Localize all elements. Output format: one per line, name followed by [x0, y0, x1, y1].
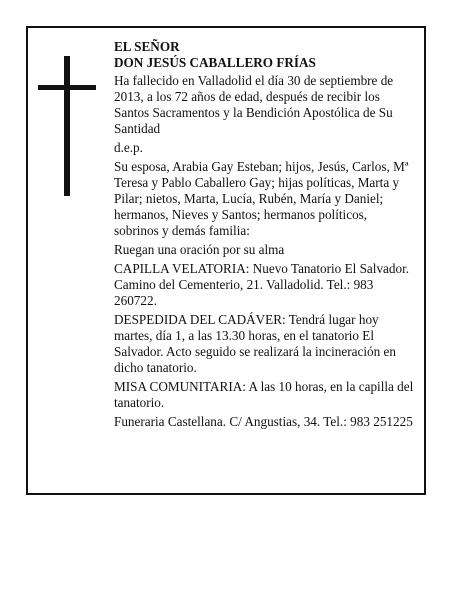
- title-line-1: EL SEÑOR: [114, 39, 180, 54]
- mass-info: MISA COMUNITARIA: A las 10 horas, en la capilla del tanatorio.: [114, 379, 414, 410]
- death-announcement: Ha fallecido en Valladolid el día 30 de septiembre de 2013, a los 72 años de edad, después de recibir los Santos Sacramentos y la Bendición Apostólica de Su Santidad: [114, 73, 394, 136]
- cross-icon: [64, 56, 70, 196]
- prayer-request: Ruegan una oración por su alma: [114, 242, 285, 257]
- funeral-home-info: Funeraria Castellana. C/ Angustias, 34. Tel.: 983 251225: [114, 414, 413, 429]
- deceased-name: DON JESÚS CABALLERO FRÍAS: [114, 55, 316, 70]
- family-list: Su esposa, Arabia Gay Esteban; hijos, Jesús, Carlos, Mª Teresa y Pablo Caballero Gay; hijas políticas, Marta y Pilar; nietos, Marta, Lucía, Rubén, María y Daniel; hermanos, Nieves y Santos; hermanos políticos, sobrinos y demás familia:: [114, 159, 409, 238]
- farewell-info: DESPEDIDA DEL CADÁVER: Tendrá lugar hoy martes, día 1, a las 13.30 horas, en el tanatorio El Salvador. Acto seguido se realizará la incineración en dicho tanatorio.: [114, 312, 396, 375]
- obituary-text: [114, 39, 414, 433]
- cross-icon-crossbar: [38, 85, 96, 90]
- wake-chapel-info: CAPILLA VELATORIA: Nuevo Tanatorio El Salvador. Camino del Cementerio, 21. Valladolid. Tel.: 983 260722.: [114, 261, 410, 308]
- rip-abbreviation: d.e.p.: [114, 140, 143, 155]
